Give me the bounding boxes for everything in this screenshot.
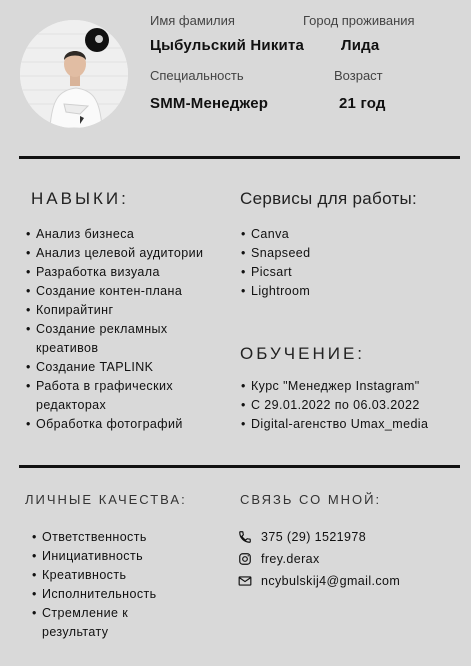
list-item	[26, 320, 226, 358]
list-item	[32, 604, 222, 642]
list-item: • Ответственность	[32, 528, 222, 547]
list-item: • Анализ целевой аудитории	[26, 244, 226, 263]
contact-email[interactable]	[238, 570, 458, 592]
list-item-line: Работа в графических	[36, 379, 173, 393]
city-value: Лида	[341, 37, 380, 54]
education-heading: ОБУЧЕНИЕ:	[240, 344, 366, 363]
list-item-line: редакторах	[36, 398, 107, 412]
list-item: • Копирайтинг	[26, 301, 226, 320]
instagram-icon	[238, 552, 252, 566]
city-label: Город проживания	[303, 13, 415, 28]
qualities-heading: ЛИЧНЫЕ КАЧЕСТВА:	[25, 492, 187, 507]
list-item: • Исполнительность	[32, 585, 222, 604]
list-item: • Курс "Менеджер Instagram"	[241, 377, 461, 396]
list-item: • Создание TAPLINK	[26, 358, 226, 377]
list-item: • Обработка фотографий	[26, 415, 226, 434]
list-item-line: Создание рекламных	[36, 322, 168, 336]
contact-instagram[interactable]	[238, 548, 458, 570]
avatar	[20, 20, 128, 128]
list-item: • Lightroom	[241, 282, 441, 301]
list-item: • Digital-агенство Umax_media	[241, 415, 461, 434]
list-item: • Создание контен-плана	[26, 282, 226, 301]
services-heading: Сервисы для работы:	[240, 189, 418, 208]
services-list	[241, 225, 441, 301]
contacts-heading: СВЯЗЬ СО МНОЙ:	[240, 492, 382, 507]
list-item-line: Стремление к	[42, 606, 129, 620]
list-item: • Анализ бизнеса	[26, 225, 226, 244]
list-item: • Разработка визуала	[26, 263, 226, 282]
age-label: Возраст	[334, 68, 383, 83]
divider-top	[19, 156, 460, 159]
contacts-list	[238, 526, 458, 592]
phone-text: 375 (29) 1521978	[261, 530, 367, 544]
list-item: • Picsart	[241, 263, 441, 282]
email-text: ncybulskij4@gmail.com	[261, 574, 401, 588]
list-item: • Canva	[241, 225, 441, 244]
name-label: Имя фамилия	[150, 13, 235, 28]
list-item: • Snapseed	[241, 244, 441, 263]
name-value: Цыбульский Никита	[150, 37, 305, 54]
specialty-label: Специальность	[150, 68, 244, 83]
contact-phone[interactable]	[238, 526, 458, 548]
list-item: • С 29.01.2022 по 06.03.2022	[241, 396, 461, 415]
instagram-text: frey.derax	[261, 552, 320, 566]
list-item: • Креативность	[32, 566, 222, 585]
phone-icon	[238, 530, 252, 544]
specialty-value: SMM-Менеджер	[150, 95, 269, 112]
list-item-line: результату	[42, 625, 109, 639]
qualities-list	[32, 528, 222, 642]
skills-list	[26, 225, 226, 434]
education-list	[241, 377, 461, 434]
list-item: • Инициативность	[32, 547, 222, 566]
skills-heading: НАВЫКИ:	[31, 189, 129, 208]
mail-icon	[238, 574, 252, 588]
list-item	[26, 377, 226, 415]
age-value: 21 год	[339, 95, 386, 112]
list-item-line: креативов	[36, 341, 99, 355]
divider-bottom	[19, 465, 460, 468]
